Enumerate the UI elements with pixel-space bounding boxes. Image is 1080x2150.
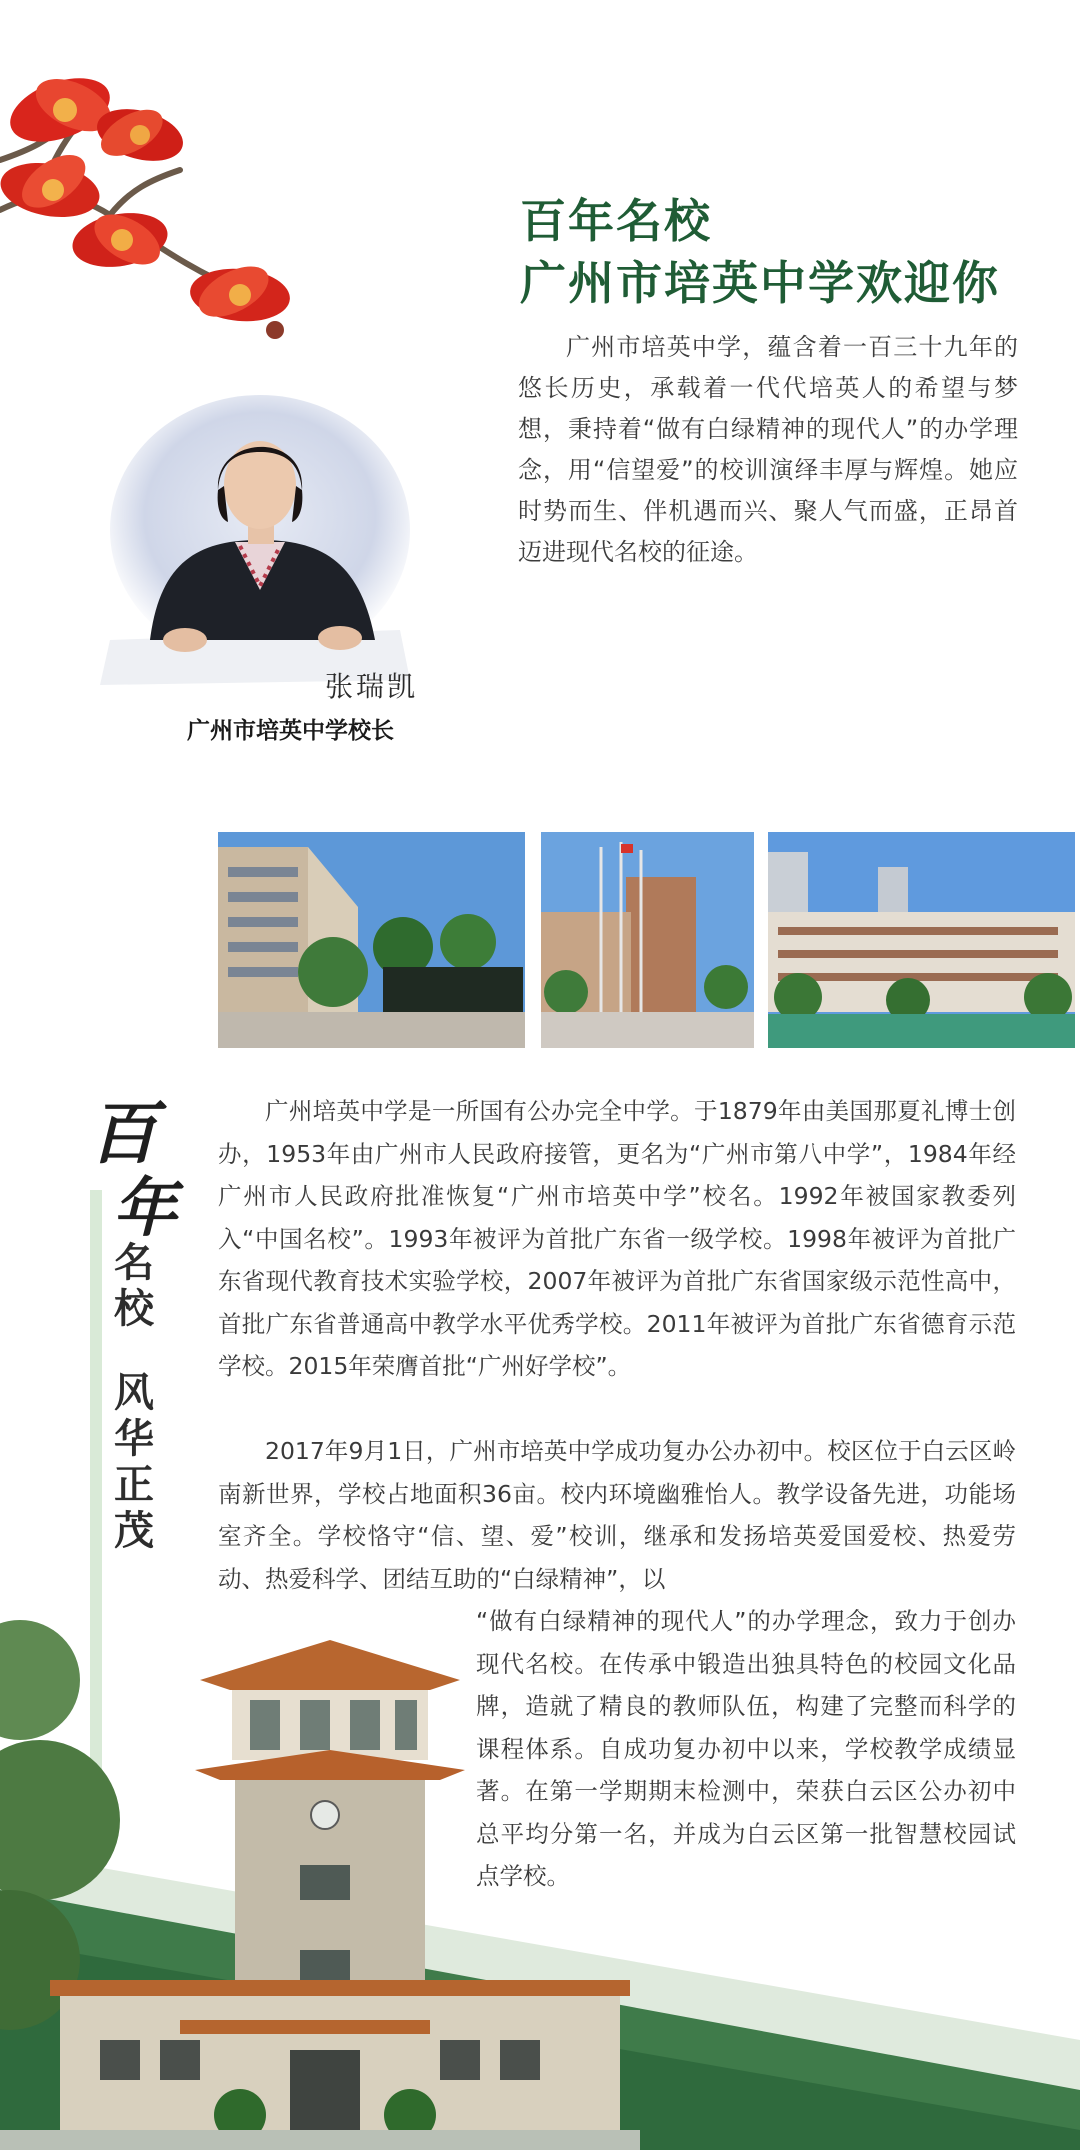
kapok-flower-decoration	[0, 40, 330, 360]
campus-photo-gate	[218, 832, 525, 1048]
principal-name: 张瑞凯	[325, 670, 419, 703]
history-paragraph: 广州培英中学是一所国有公办完全中学。于1879年由美国那夏礼博士创办，1953年由广州市人民政府接管，更名为“广州市第八中学”，1984年经广州市人民政府批准恢复“广州市培英中学”校名。1992年被国家教委列入“中国名校”。1993年被评为首批广东省一级学校。1998年被评为首批广东省现代教育技术实验学校，2007年被评为首批广东省国家级示范性高中，首批广东省普通高中教学水平优秀学校。2011年被评为首批广东省德育示范学校。2015年荣膺首批“广州好学校”。	[218, 1097, 1016, 1380]
junior-school-paragraph-continued: “做有白绿精神的现代人”的办学理念，致力于创办现代名校。在传承中锻造出独具特色的校园文化品牌，造就了精良的教师队伍，构建了完整而科学的课程体系。自成功复办初中以来，学校教学成绩显著。在第一学期期末检测中，荣获白云区公办初中总平均分第一名，并成为白云区第一批智慧校园试点学校。	[476, 1607, 1016, 1890]
page-heading	[520, 190, 1060, 314]
slogan-fenghua: 风华正茂	[114, 1369, 154, 1554]
principal-title: 广州市培英中学校长	[187, 718, 394, 744]
campus-photo-building	[768, 832, 1075, 1048]
heading-line-2: 广州市培英中学欢迎你	[520, 256, 1000, 310]
slogan-mingxiao: 名校	[114, 1239, 154, 1332]
campus-photo-flagpoles	[541, 832, 754, 1048]
principal-portrait	[90, 390, 420, 690]
heading-line-1: 百年名校	[520, 194, 712, 248]
slogan-char-nian: 年	[113, 1171, 177, 1246]
slogan-char-bai: 百	[88, 1094, 157, 1174]
intro-paragraph: 广州市培英中学，蕴含着一百三十九年的悠长历史，承载着一代代培英人的希望与梦想，秉持着“做有白绿精神的现代人”的办学理念，用“信望爱”的校训演绎丰厚与辉煌。她应时势而生、伴机遇而兴、聚人气而盛，正昂首迈进现代名校的征途。	[518, 333, 1018, 566]
junior-school-paragraph: 2017年9月1日，广州市培英中学成功复办公办初中。校区位于白云区岭南新世界，学校占地面积36亩。校内环境幽雅怡人。教学设备先进，功能场室齐全。学校恪守“信、望、爱”校训，继承和发扬培英爱国爱校、热爱劳动、热爱科学、团结互助的“白绿精神”，以	[218, 1437, 1016, 1593]
